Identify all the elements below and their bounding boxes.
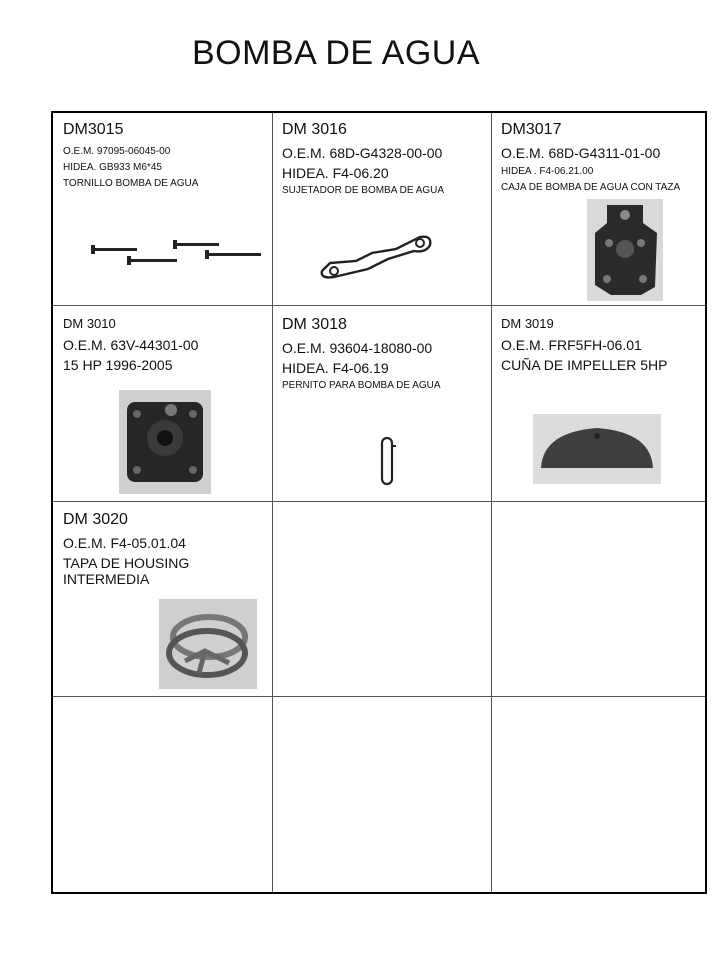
column-divider bbox=[491, 113, 492, 892]
part-description: SUJETADOR DE BOMBA DE AGUA bbox=[282, 185, 445, 196]
part-description: CUÑA DE IMPELLER 5HP bbox=[501, 357, 668, 373]
row-divider bbox=[53, 501, 705, 502]
part-hidea: HIDEA. F4-06.19 bbox=[282, 360, 389, 376]
part-cell-dm3020 bbox=[63, 511, 268, 691]
part-hidea: HIDEA. F4-06.20 bbox=[282, 165, 389, 181]
part-oem: O.E.M. FRF5FH-06.01 bbox=[501, 337, 642, 353]
part-cell-dm3019 bbox=[501, 316, 701, 496]
part-oem: O.E.M. 93604-18080-00 bbox=[282, 340, 433, 356]
part-code: DM3015 bbox=[63, 121, 124, 138]
part-cell-dm3015 bbox=[63, 121, 268, 301]
parts-table bbox=[51, 111, 707, 894]
pump-cover-image bbox=[119, 390, 211, 494]
part-oem: O.E.M. F4-05.01.04 bbox=[63, 535, 186, 551]
part-cell-dm3010 bbox=[63, 316, 268, 496]
key-image bbox=[533, 414, 661, 484]
pump-case-image bbox=[587, 199, 663, 301]
row-divider bbox=[53, 305, 705, 306]
part-oem: O.E.M. 97095-06045-00 bbox=[63, 146, 171, 157]
part-description: CAJA DE BOMBA DE AGUA CON TAZA bbox=[501, 182, 681, 193]
part-description: 15 HP 1996-2005 bbox=[63, 357, 173, 373]
part-description: TAPA DE HOUSING INTERMEDIA bbox=[63, 555, 190, 587]
bracket-image bbox=[316, 229, 436, 281]
part-cell-dm3018 bbox=[282, 316, 487, 496]
part-code: DM 3016 bbox=[282, 121, 347, 138]
part-hidea: HIDEA. GB933 M6*45 bbox=[63, 162, 162, 173]
part-cell-dm3017 bbox=[501, 121, 701, 301]
housing-cover-image bbox=[159, 599, 257, 689]
part-oem: O.E.M. 68D-G4311-01-00 bbox=[501, 145, 661, 161]
part-oem: O.E.M. 68D-G4328-00-00 bbox=[282, 145, 443, 161]
part-hidea: HIDEA . F4-06.21.00 bbox=[501, 166, 594, 177]
part-cell-dm3016 bbox=[282, 121, 487, 301]
part-description: PERNITO PARA BOMBA DE AGUA bbox=[282, 380, 441, 391]
screws-image bbox=[91, 233, 268, 273]
part-description: TORNILLO BOMBA DE AGUA bbox=[63, 178, 199, 189]
page-title: BOMBA DE AGUA bbox=[191, 34, 481, 72]
part-code: DM 3018 bbox=[282, 316, 347, 333]
pin-image bbox=[378, 436, 402, 488]
row-divider bbox=[53, 696, 705, 697]
part-code: DM3017 bbox=[501, 121, 562, 138]
part-code: DM 3020 bbox=[63, 511, 128, 528]
part-oem: O.E.M. 63V-44301-00 bbox=[63, 337, 199, 353]
part-code: DM 3019 bbox=[501, 316, 554, 331]
column-divider bbox=[272, 113, 273, 892]
part-code: DM 3010 bbox=[63, 316, 116, 331]
